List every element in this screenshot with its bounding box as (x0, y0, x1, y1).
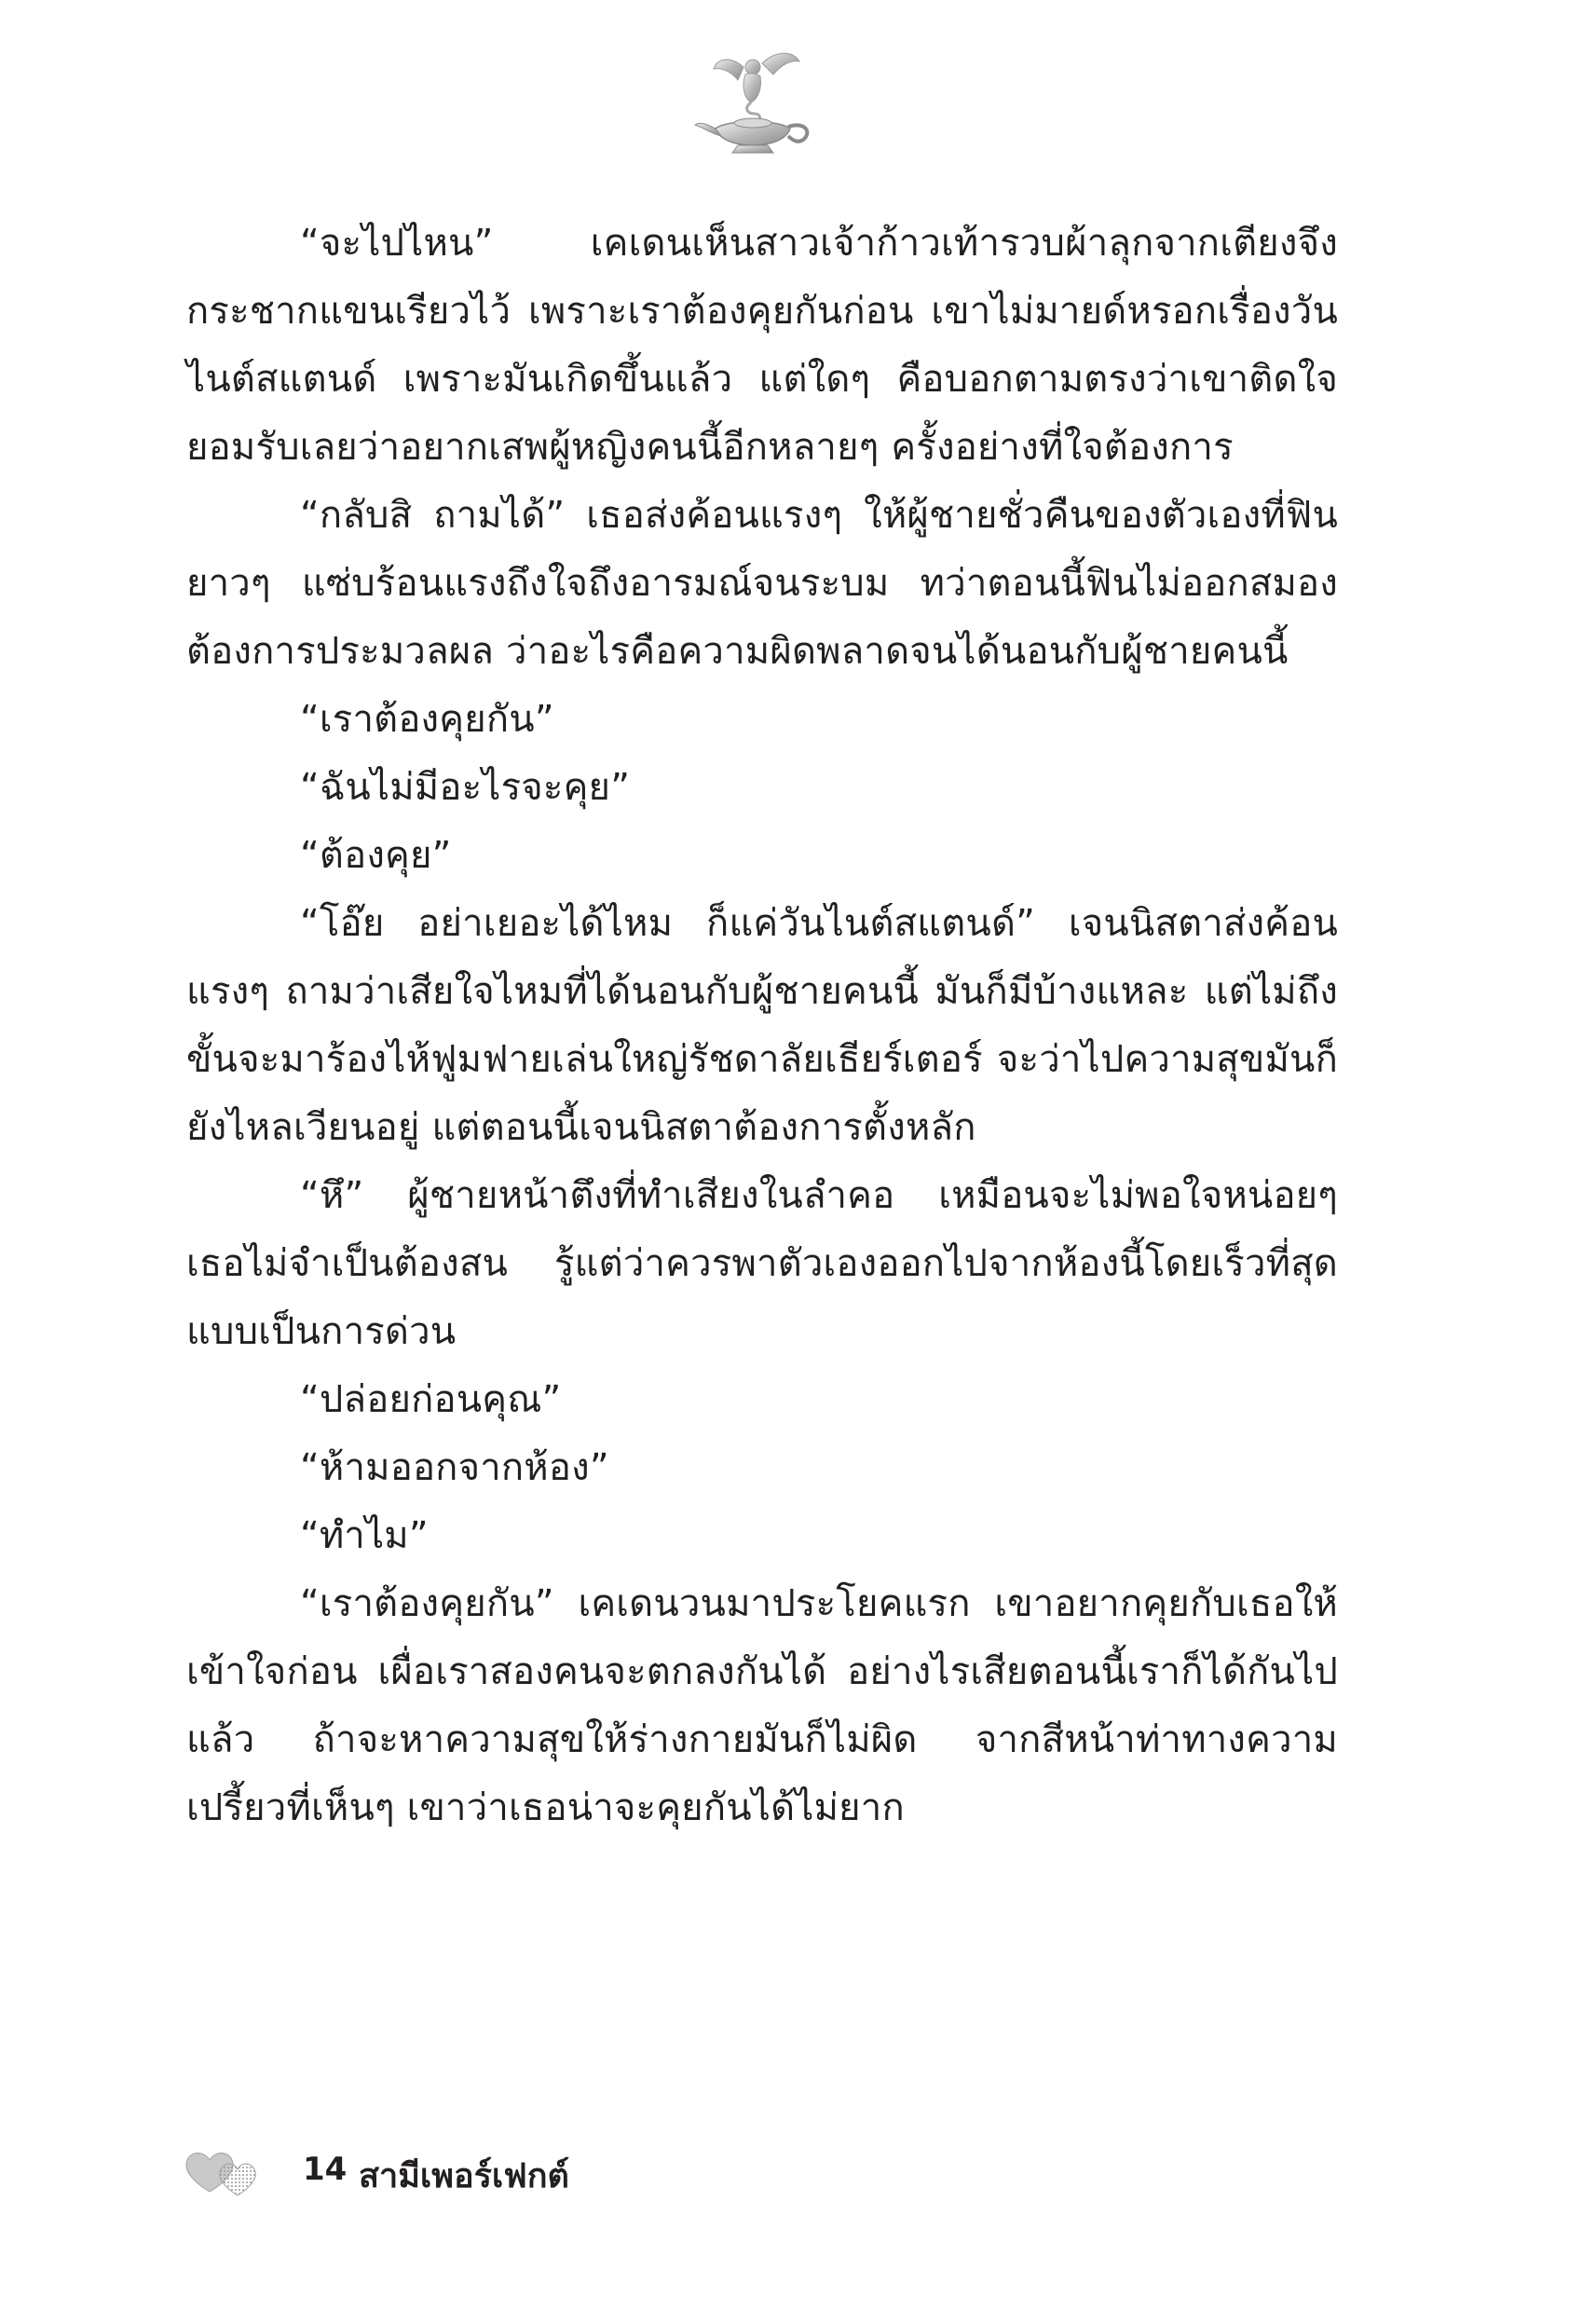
dialogue-line: “ปล่อยก่อนคุณ” (300, 1378, 562, 1421)
page-number: 14 (303, 2151, 348, 2188)
paragraph: “กลับสิ ถามได้” เธอส่งค้อนแรงๆ ให้ผู้ชายชั่วคืนของตัวเองที่ฟินยาวๆ แซ่บร้อนแรงถึงใจถึงอารมณ์จนระบม ทว่าตอนนี้ฟินไม่ออกสมองต้องการประมวลผล ว่าอะไรคือความผิดพลาดจนได้นอนกับผู้ชายคนนี้ (186, 494, 1338, 673)
page-footer (182, 2143, 741, 2199)
genie-lamp-cupid-icon (689, 47, 820, 158)
double-heart-icon (182, 2143, 266, 2199)
dialogue-line: “ฉันไม่มีอะไรจะคุย” (300, 766, 631, 809)
dialogue-line: “ทำไม” (300, 1514, 429, 1557)
dialogue-line: “ห้ามออกจากห้อง” (300, 1446, 609, 1489)
dialogue-line: “เราต้องคุยกัน” (300, 698, 554, 741)
paragraph: “หึ” ผู้ชายหน้าตึงที่ทำเสียงในลำคอ เหมือนจะไม่พอใจหน่อยๆ เธอไม่จำเป็นต้องสน รู้แต่ว่าควรพาตัวเองออกไปจากห้องนี้โดยเร็วที่สุดแบบเป็นการด่วน (186, 1174, 1338, 1353)
dialogue-line: “ต้องคุย” (300, 834, 452, 877)
paragraph: “โอ๊ย อย่าเยอะได้ไหม ก็แค่วันไนต์สแตนด์” เจนนิสตาส่งค้อนแรงๆ ถามว่าเสียใจไหมที่ได้นอนกับผู้ชายคนนี้ มันก็มีบ้างแหละ แต่ไม่ถึงขั้นจะมาร้องไห้ฟูมฟายเล่นใหญ่รัชดาลัยเธียร์เตอร์ จะว่าไปความสุขมันก็ยังไหลเวียนอยู่ แต่ตอนนี้เจนนิสตาต้องการตั้งหลัก (186, 902, 1338, 1149)
running-title: สามีเพอร์เฟกต์ (359, 2157, 569, 2195)
paragraph: “จะไปไหน” เคเดนเห็นสาวเจ้าก้าวเท้ารวบผ้าลุกจากเตียงจึงกระชากแขนเรียวไว้ เพราะเราต้องคุยกันก่อน เขาไม่มายด์หรอกเรื่องวันไนต์สแตนด์ เพราะมันเกิดขึ้นแล้ว แต่ใดๆ คือบอกตามตรงว่าเขาติดใจ ยอมรับเลยว่าอยากเสพผู้หญิงคนนี้อีกหลายๆ ครั้งอย่างที่ใจต้องการ (186, 222, 1338, 469)
paragraph: “เราต้องคุยกัน” เคเดนวนมาประโยคแรก เขาอยากคุยกับเธอให้เข้าใจก่อน เผื่อเราสองคนจะตกลงกันได้ อย่างไรเสียตอนนี้เราก็ได้กันไปแล้ว ถ้าจะหาความสุขให้ร่างกายมันก็ไม่ผิด จากสีหน้าท่าทางความเปรี้ยวที่เห็นๆ เขาว่าเธอน่าจะคุยกันได้ไม่ยาก (186, 1582, 1338, 1829)
chapter-text (186, 210, 1338, 1842)
